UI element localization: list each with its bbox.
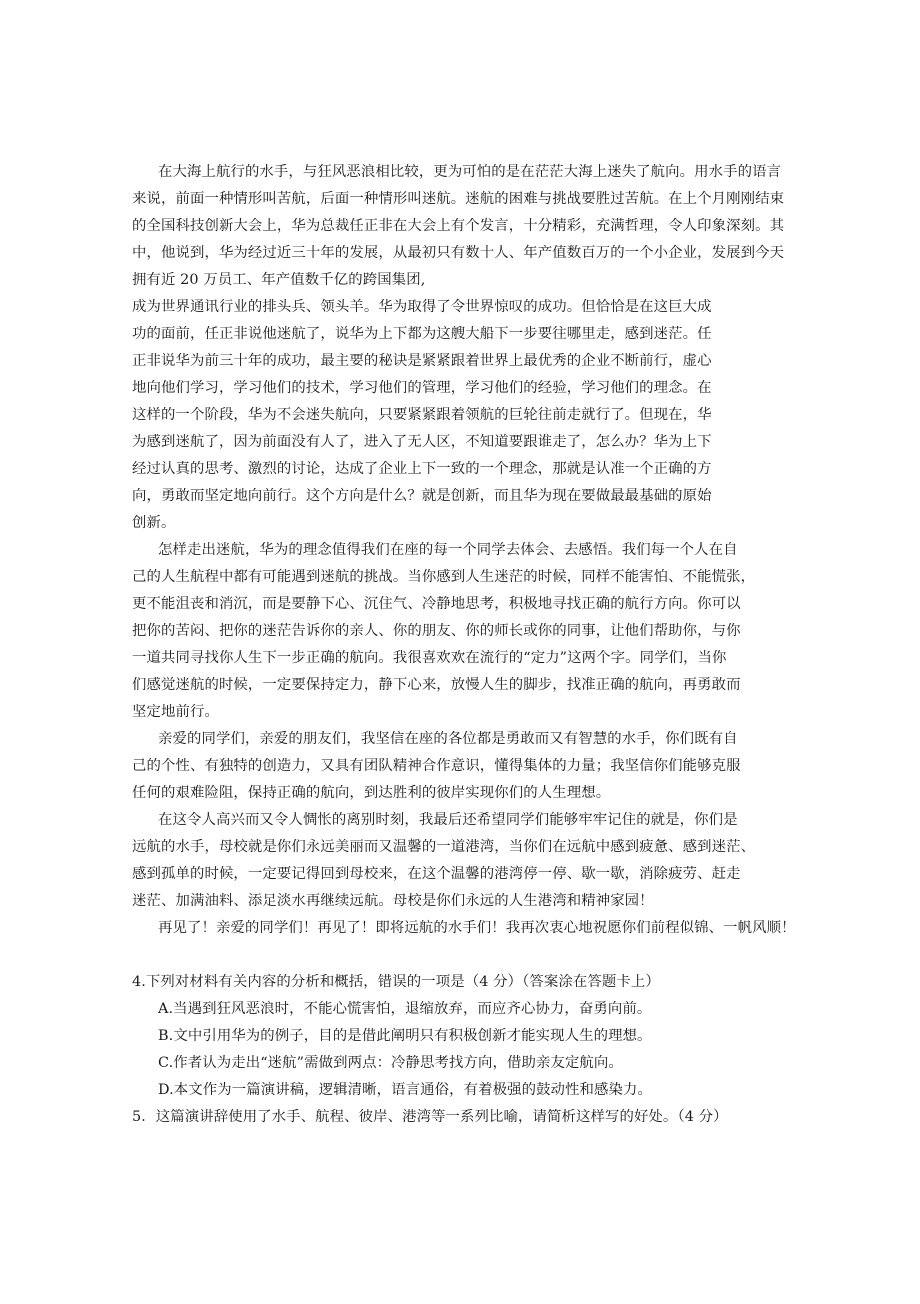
passage-line: 坚定地前行。 — [132, 704, 219, 720]
passage-line: 迷茫、加满油料、添足淡水再继续远航。母校是你们永远的人生港湾和精神家园！ — [132, 893, 654, 909]
passage-line: 这样的一个阶段，华为不会迷失航向，只要紧紧跟着领航的巨轮往前走就行了。但现在，华 — [132, 407, 712, 423]
passage-line: 一道共同寻找你人生下一步正确的航向。我很喜欢欢在流行的“定力”这两个字。同学们，当你 — [132, 650, 727, 666]
question-5-stem: 5．这篇演讲辞使用了水手、航程、彼岸、港湾等一系列比喻，请简析这样写的好处。（4 分） — [132, 1109, 728, 1125]
question-4-stem: 4.下列对材料有关内容的分析和概括，错误的一项是（4 分）（答案涂在答题卡上） — [132, 974, 660, 990]
passage-line: 功的面前，任正非说他迷航了，说华为上下都为这艘大船下一步要往哪里走，感到迷茫。任 — [132, 326, 712, 342]
question-4-option-b: B.文中引用华为的例子，目的是借此阐明只有积极创新才能实现人生的理想。 — [158, 1028, 652, 1044]
passage-line: 把你的苦闷、把你的迷茫告诉你的亲人、你的朋友、你的师长或你的同事，让他们帮助你，与你 — [132, 623, 741, 639]
passage-line: 己的人生航程中都有可能遇到迷航的挑战。当你感到人生迷茫的时候，同样不能害怕、不能慌张， — [132, 569, 756, 585]
passage-line: 创新。 — [132, 515, 176, 531]
passage-line: 拥有近 20 万员工、年产值数千亿的跨国集团, — [132, 272, 426, 288]
passage-line: 来说，前面一种情形叫苦航，后面一种情形叫迷航。迷航的困难与挑战要胜过苦航。在上个月刚刚结束 — [132, 191, 785, 207]
passage-line: 经过认真的思考、激烈的讨论，达成了企业上下一致的一个理念，那就是认准一个正确的方 — [132, 461, 712, 477]
passage-line: 中，他说到，华为经过近三十年的发展，从最初只有数十人、年产值数百万的一个小企业，发展到今天 — [132, 245, 785, 261]
passage-line: 的全国科技创新大会上，华为总裁任正非在大会上有个发言，十分精彩，充满哲理，令人印象深刻。其 — [132, 218, 785, 234]
passage-line: 正非说华为前三十年的成功，最主要的秘诀是紧紧跟着世界上最优秀的企业不断前行，虚心 — [132, 353, 712, 369]
question-4-option-d: D.本文作为一篇演讲稿，逻辑清晰，语言通俗，有着极强的鼓动性和感染力。 — [158, 1082, 652, 1098]
passage-line: 亲爱的同学们，亲爱的朋友们，我坚信在座的各位都是勇敢而又有智慧的水手，你们既有自 — [158, 731, 738, 747]
passage-line: 任何的艰难险阻，保持正确的航向，到达胜利的彼岸实现你们的人生理想。 — [132, 785, 611, 801]
passage-line: 更不能沮丧和消沉，而是要静下心、沉住气、冷静地思考，积极地寻找正确的航行方向。你可以 — [132, 596, 741, 612]
passage-line: 远航的水手，母校就是你们永远美丽而又温馨的一道港湾，当你们在远航中感到疲惫、感到迷茫、 — [132, 839, 756, 855]
passage-line: 向，勇敢而坚定地向前行。这个方向是什么？就是创新，而且华为现在要做最最基础的原始 — [132, 488, 712, 504]
passage-line: 为感到迷航了，因为前面没有人了，进入了无人区，不知道要跟谁走了，怎么办？华为上下 — [132, 434, 712, 450]
passage-line: 再见了！亲爱的同学们！再见了！即将远航的水手们！我再次衷心地祝愿你们前程似锦、一帆风顺！ — [158, 920, 796, 936]
passage-line: 地向他们学习，学习他们的技术，学习他们的管理，学习他们的经验，学习他们的理念。在 — [132, 380, 712, 396]
passage-line: 成为世界通讯行业的排头兵、领头羊。华为取得了令世界惊叹的成功。但恰恰是在这巨大成 — [132, 299, 712, 315]
question-4-option-a: A.当遇到狂风恶浪时，不能心慌害怕，退缩放弃，而应齐心协力，奋勇向前。 — [158, 1001, 652, 1017]
passage-line: 们感觉迷航的时候，一定要保持定力，静下心来，放慢人生的脚步，找准正确的航向，再勇敢而 — [132, 677, 741, 693]
passage-line: 在大海上航行的水手，与狂风恶浪相比较，更为可怕的是在茫茫大海上迷失了航向。用水手的语言 — [158, 164, 782, 180]
passage-line: 感到孤单的时候，一定要记得回到母校来，在这个温馨的港湾停一停、歇一歇，消除疲劳、赶走 — [132, 866, 741, 882]
passage-line: 怎样走出迷航，华为的理念值得我们在座的每一个同学去体会、去感悟。我们每一个人在自 — [158, 542, 738, 558]
passage-line: 在这令人高兴而又令人惆怅的离别时刻，我最后还希望同学们能够牢牢记住的就是，你们是 — [158, 812, 738, 828]
passage-line: 己的个性、有独特的创造力，又具有团队精神合作意识，懂得集体的力量；我坚信你们能够克服 — [132, 758, 741, 774]
question-4-option-c: C.作者认为走出“迷航”需做到两点：冷静思考找方向，借助亲友定航向。 — [158, 1055, 623, 1071]
